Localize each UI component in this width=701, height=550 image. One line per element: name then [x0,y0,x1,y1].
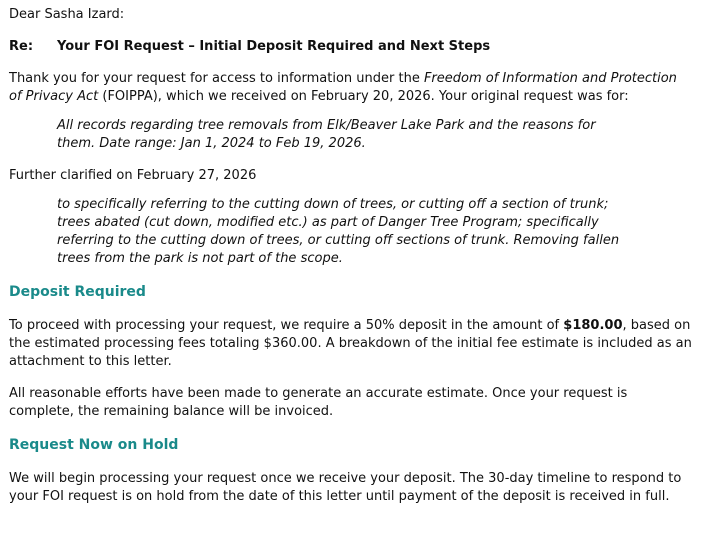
intro-text-1: Thank you for your request for access to information under the [9,71,424,86]
deposit-amount: $180.00 [563,318,623,333]
intro-text-2: (FOIPPA), which we received on February 20, 2026. Your original request was for: [98,89,629,104]
estimate-paragraph: All reasonable efforts have been made to generate an accurate estimate. Once your request is complete, the remaining balance will be invoiced. [9,386,628,419]
original-request-quote: All records regarding tree removals from Elk/Beaver Lake Park and the reasons for them. Date range: Jan 1, 2024 to Feb 19, 2026. [57,118,596,151]
hold-heading: Request Now on Hold [9,437,179,453]
intro-paragraph [9,70,692,106]
subject-text: Your FOI Request – Initial Deposit Required and Next Steps [57,39,491,54]
salutation: Dear Sasha Izard: [9,7,125,22]
deposit-text-1: To proceed with processing your request, we require a 50% deposit in the amount of [9,318,564,333]
deposit-heading: Deposit Required [9,284,146,300]
hold-paragraph: We will begin processing your request once we receive your deposit. The 30-day timeline to respond to your FOI request is on hold from the date of this letter until payment of the deposit is received in full. [9,471,682,504]
subject-line [9,38,692,56]
deposit-text-2: , based on the estimated processing fees totaling $360.00. A breakdown of the initial fee estimate is included as an attachment to this letter. [9,318,692,369]
clarified-label: Further clarified on February 27, 2026 [9,168,257,183]
re-label: Re: [9,39,34,54]
deposit-paragraph [9,317,692,371]
act-name: Freedom of Information and Protection of Privacy Act [9,71,677,104]
clarification-quote: to specifically referring to the cutting down of trees, or cutting off a section of trunk; trees abated (cut down, modified etc.) as part of Danger Tree Program; specifically referring to the cutting down of trees, or cutting off sections of trunk. Removing fallen trees from the park is not part of the scope. [57,197,620,266]
